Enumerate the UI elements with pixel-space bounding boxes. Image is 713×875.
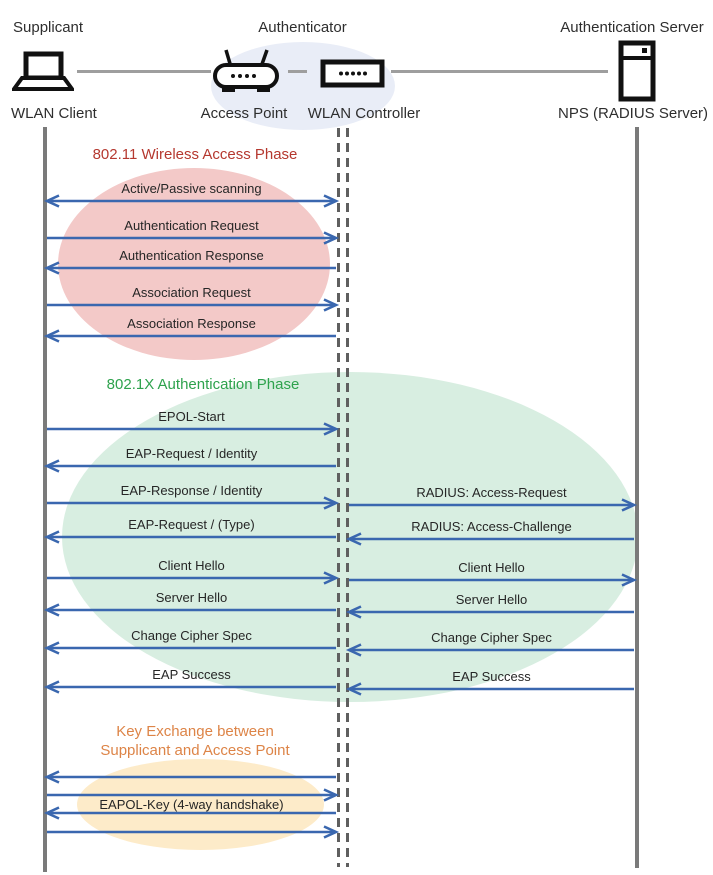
message-label: Authentication Response [119, 248, 264, 263]
arrowhead-left [47, 682, 59, 693]
phase-title-key-exchange-line2: Supplicant and Access Point [100, 742, 290, 759]
message-label: Association Request [132, 285, 251, 300]
role-authentication-server: Authentication Server [560, 19, 704, 36]
message-label: Association Response [127, 316, 256, 331]
laptop-icon [12, 51, 74, 93]
server-icon [618, 40, 656, 102]
message-label: Authentication Request [124, 218, 259, 233]
message-label: RADIUS: Access-Request [416, 485, 567, 500]
label-nps: NPS (RADIUS Server) [558, 105, 709, 122]
phase-title-key-exchange-line1: Key Exchange between [116, 723, 274, 740]
arrowhead-right [324, 827, 336, 838]
arrowhead-left [47, 772, 59, 783]
phase-title-key-exchange [45, 722, 345, 760]
arrowhead-left [47, 605, 59, 616]
message-label: EAP-Request / Identity [125, 446, 258, 461]
message-label: EAPOL-Key (4-way handshake) [99, 797, 284, 812]
lifeline-wlan-client [43, 127, 47, 872]
wireless-router-icon [212, 48, 280, 95]
role-supplicant: Supplicant [13, 19, 84, 36]
message-label: Change Cipher Spec [431, 630, 552, 645]
message-label: EAP Success [152, 667, 231, 682]
arrowhead-left [47, 532, 59, 543]
phase-title-8021x: 802.1X Authentication Phase [106, 376, 300, 393]
label-wlan-controller: WLAN Controller [307, 105, 421, 122]
message-label: RADIUS: Access-Challenge [411, 519, 572, 534]
message-label: Change Cipher Spec [131, 628, 252, 643]
message-label: Active/Passive scanning [121, 181, 262, 196]
message-label: Client Hello [458, 560, 525, 575]
message-label: EAP-Response / Identity [120, 483, 263, 498]
connector-ap-controller [288, 70, 307, 73]
arrowhead-right [324, 300, 336, 311]
arrowhead-left [47, 331, 59, 342]
arrowhead-left [47, 643, 59, 654]
role-authenticator: Authenticator [258, 19, 347, 36]
phase-title-80211: 802.11 Wireless Access Phase [92, 146, 298, 163]
switch-icon [320, 59, 385, 89]
arrowhead-right [324, 196, 336, 207]
message-label: EPOL-Start [158, 409, 225, 424]
message-label: EAP-Request / (Type) [128, 517, 255, 532]
message-label: EAP Success [452, 669, 531, 684]
arrowhead-left [47, 461, 59, 472]
message-label: Client Hello [158, 558, 225, 573]
connector-controller-server [391, 70, 608, 73]
message-label: Server Hello [155, 590, 228, 605]
arrowhead-left [47, 196, 59, 207]
label-wlan-client: WLAN Client [11, 105, 97, 122]
connector-client-ap [77, 70, 211, 73]
label-access-point: Access Point [200, 105, 288, 122]
message-label: Server Hello [455, 592, 528, 607]
